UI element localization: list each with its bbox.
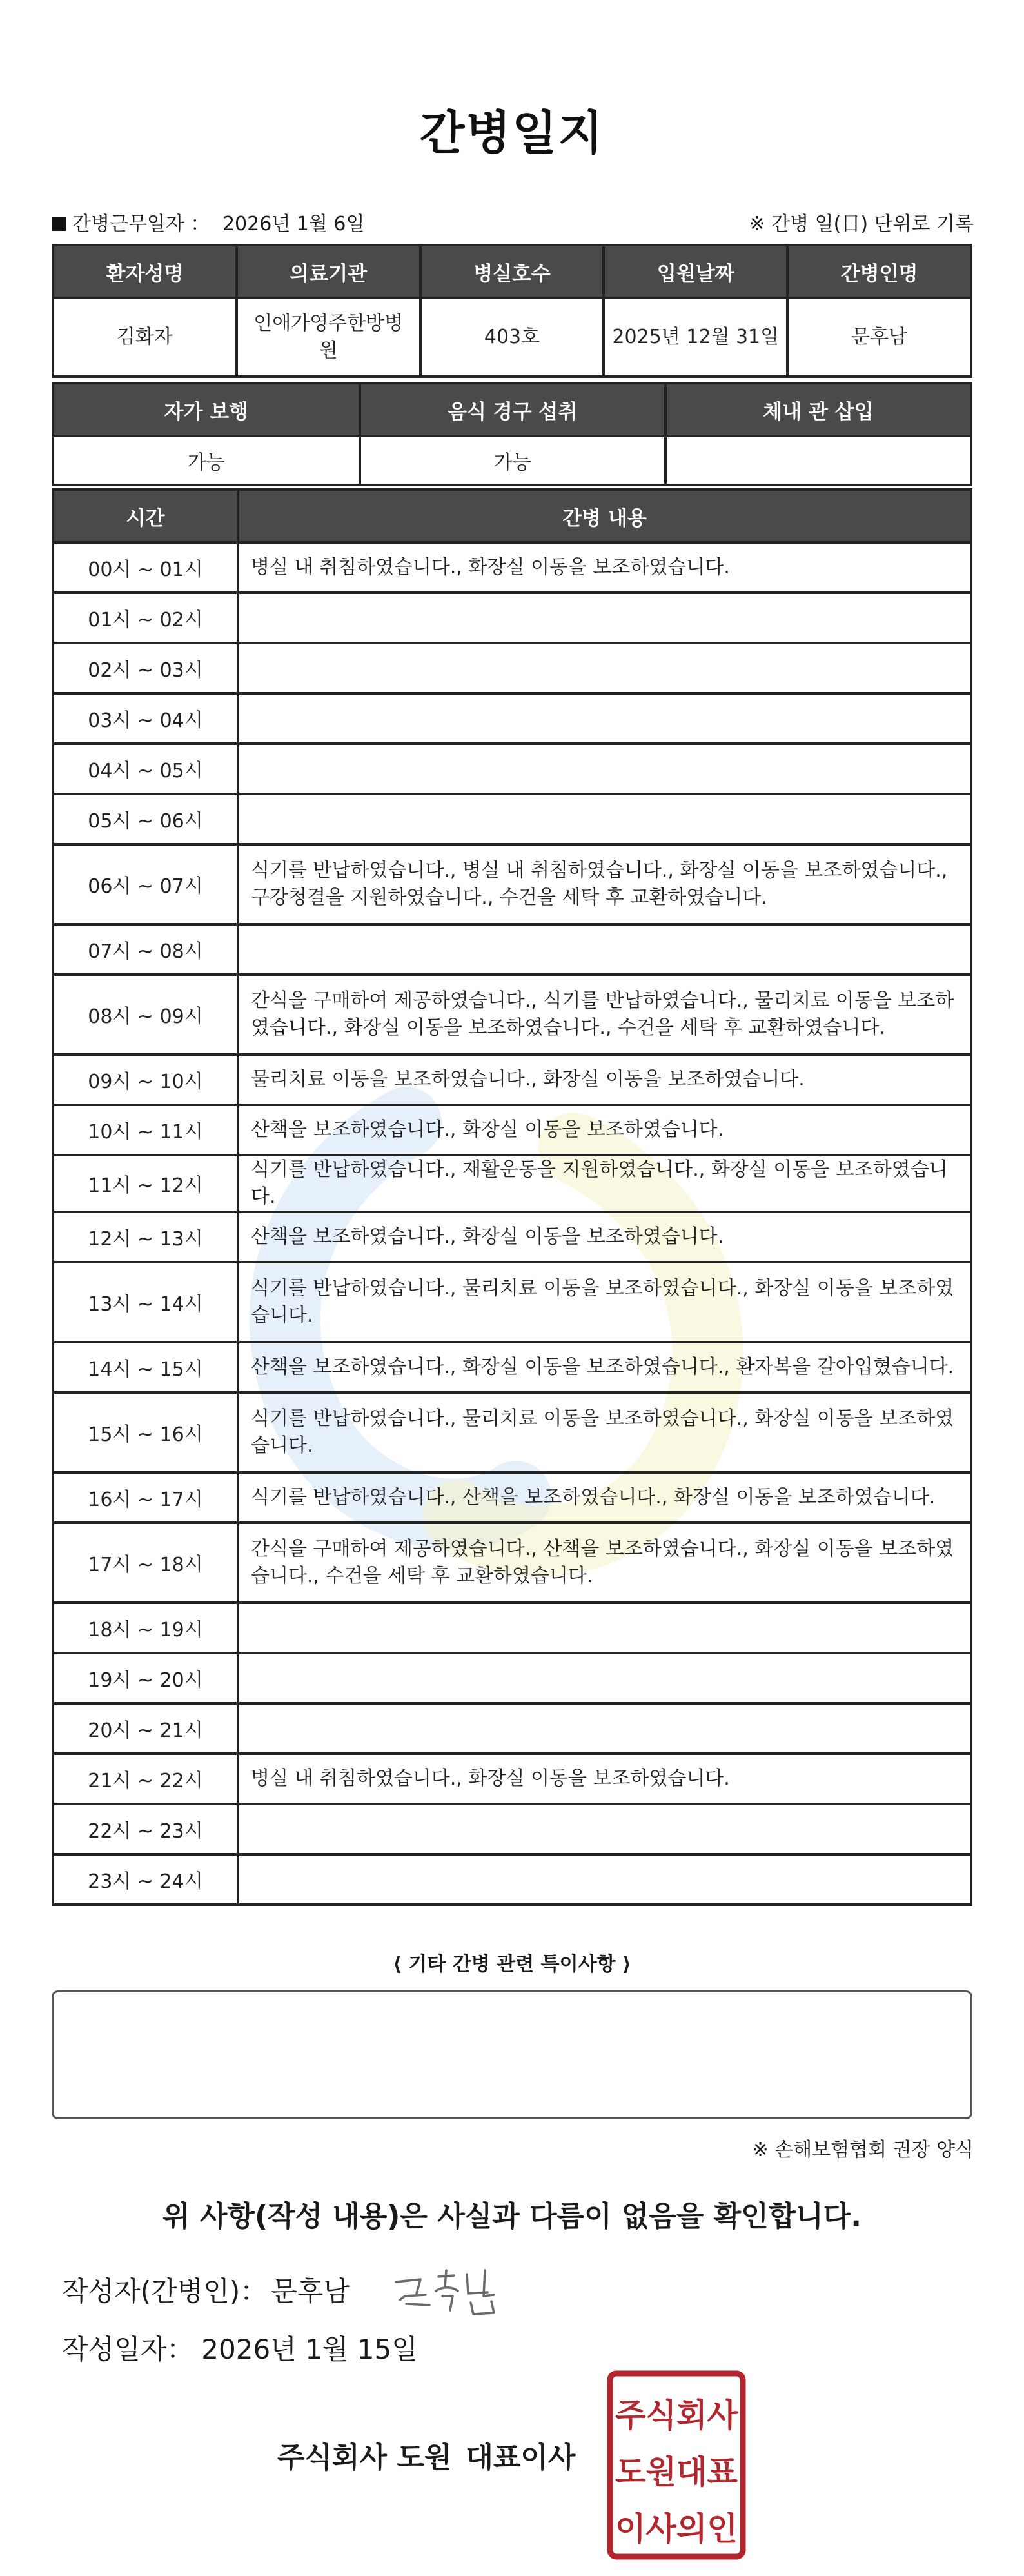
time-cell: 00시 ~ 01시 — [53, 542, 238, 593]
table-row — [53, 1212, 971, 1262]
table-row — [53, 1653, 971, 1703]
table-row — [53, 542, 971, 593]
written-date-value: 2026년 1월 15일 — [201, 2333, 418, 2365]
care-content-cell: 식기를 반납하였습니다., 병실 내 취침하였습니다., 화장실 이동을 보조하였습니다., 구강청결을 지원하였습니다., 수건을 세탁 후 교환하였습니다. — [238, 844, 971, 924]
table-row — [53, 1262, 971, 1342]
confirmation-statement: 위 사항(작성 내용)은 사실과 다름이 없음을 확인합니다. — [162, 2200, 862, 2233]
written-date-line — [62, 2328, 418, 2367]
writer-label: 작성자(간병인)： — [62, 2275, 268, 2307]
care-content-cell — [238, 1603, 971, 1653]
time-cell: 22시 ~ 23시 — [53, 1804, 238, 1854]
time-cell: 21시 ~ 22시 — [53, 1754, 238, 1804]
time-cell: 03시 ~ 04시 — [53, 693, 238, 744]
admission-date: 2025년 12월 31일 — [604, 298, 787, 377]
care-content-cell: 물리치료 이동을 보조하였습니다., 화장실 이동을 보조하였습니다. — [238, 1055, 971, 1105]
time-cell: 13시 ~ 14시 — [53, 1262, 238, 1342]
care-content-cell: 병실 내 취침하였습니다., 화장실 이동을 보조하였습니다. — [238, 1754, 971, 1804]
time-cell: 02시 ~ 03시 — [53, 643, 238, 693]
care-content-cell: 식기를 반납하였습니다., 재활운동을 지원하였습니다., 화장실 이동을 보조하였습니다. — [238, 1155, 971, 1212]
time-cell: 17시 ~ 18시 — [53, 1523, 238, 1603]
work-date-value: 2026년 1월 6일 — [222, 213, 365, 235]
header-self-walking: 자가 보행 — [53, 383, 360, 436]
table-row — [53, 794, 971, 844]
header-hospital: 의료기관 — [237, 245, 420, 298]
table-row — [53, 1523, 971, 1603]
table-row — [53, 1105, 971, 1155]
room-number: 403호 — [420, 298, 604, 377]
written-date-label: 작성일자： — [62, 2333, 194, 2365]
care-content-cell: 식기를 반납하였습니다., 물리치료 이동을 보조하였습니다., 화장실 이동을 보조하였습니다. — [238, 1392, 971, 1472]
seal-line-2: 도원대표 — [615, 2453, 738, 2491]
company-rep-title: 대표이사 — [466, 2441, 576, 2474]
care-content-cell — [238, 1804, 971, 1854]
time-cell: 07시 ~ 08시 — [53, 924, 238, 975]
table-row — [53, 693, 971, 744]
company-line — [277, 2434, 575, 2475]
table-row — [53, 593, 971, 643]
table-row — [53, 1342, 971, 1392]
time-cell: 16시 ~ 17시 — [53, 1472, 238, 1523]
table-row — [53, 1703, 971, 1754]
header-admission-date: 입원날짜 — [604, 245, 787, 298]
header-tube-insertion: 체내 관 삽입 — [665, 383, 971, 436]
remarks-box — [52, 1990, 972, 2119]
hospital-name-text: 인애가영주한방병원 — [253, 312, 404, 362]
table-row — [53, 1392, 971, 1472]
company-seal-stamp — [605, 2368, 748, 2562]
header-room: 병실호수 — [420, 245, 604, 298]
time-cell: 06시 ~ 07시 — [53, 844, 238, 924]
table-row — [53, 924, 971, 975]
care-log-table — [52, 488, 972, 1906]
care-content-cell: 산책을 보조하였습니다., 화장실 이동을 보조하였습니다. — [238, 1105, 971, 1155]
self-walking-value: 가능 — [53, 436, 360, 485]
care-content-cell — [238, 643, 971, 693]
time-cell: 18시 ~ 19시 — [53, 1603, 238, 1653]
time-cell: 20시 ~ 21시 — [53, 1703, 238, 1754]
care-content-cell — [238, 744, 971, 794]
seal-line-3: 이사의인 — [615, 2510, 738, 2548]
tube-insertion-value — [665, 436, 971, 485]
oral-intake-value: 가능 — [360, 436, 665, 485]
hospital-name — [237, 298, 420, 377]
care-content-cell: 산책을 보조하였습니다., 화장실 이동을 보조하였습니다. — [238, 1212, 971, 1262]
time-cell: 09시 ~ 10시 — [53, 1055, 238, 1105]
header-oral-intake: 음식 경구 섭취 — [360, 383, 665, 436]
header-caregiver-name: 간병인명 — [787, 245, 971, 298]
time-cell: 14시 ~ 15시 — [53, 1342, 238, 1392]
care-content-cell — [238, 924, 971, 975]
page-title: 간병일지 — [419, 106, 605, 160]
table-row — [53, 1055, 971, 1105]
time-cell: 01시 ~ 02시 — [53, 593, 238, 643]
table-row — [53, 1472, 971, 1523]
table-row — [53, 643, 971, 693]
work-date — [52, 208, 365, 236]
time-cell: 12시 ~ 13시 — [53, 1212, 238, 1262]
care-content-cell: 산책을 보조하였습니다., 화장실 이동을 보조하였습니다., 환자복을 갈아입혔습니다. — [238, 1342, 971, 1392]
table-row — [53, 1804, 971, 1854]
writer-line — [62, 2270, 350, 2309]
unit-note: ※ 간병 일(日) 단위로 기록 — [749, 213, 974, 235]
company-name: 주식회사 도원 — [277, 2441, 452, 2474]
time-cell: 23시 ~ 24시 — [53, 1854, 238, 1905]
care-content-cell: 식기를 반납하였습니다., 산책을 보조하였습니다., 화장실 이동을 보조하였습니다. — [238, 1472, 971, 1523]
patient-status-table — [52, 382, 972, 486]
handwritten-signature — [391, 2257, 513, 2322]
patient-info-table — [52, 244, 972, 378]
table-row — [53, 1155, 971, 1212]
care-content-cell — [238, 794, 971, 844]
table-row — [53, 744, 971, 794]
table-row — [53, 1603, 971, 1653]
time-cell: 05시 ~ 06시 — [53, 794, 238, 844]
time-cell: 15시 ~ 16시 — [53, 1392, 238, 1472]
care-log-body — [53, 542, 971, 1905]
time-cell: 11시 ~ 12시 — [53, 1155, 238, 1212]
care-content-cell: 병실 내 취침하였습니다., 화장실 이동을 보조하였습니다. — [238, 542, 971, 593]
care-content-cell — [238, 593, 971, 643]
header-time: 시간 — [53, 490, 238, 542]
time-cell: 19시 ~ 20시 — [53, 1653, 238, 1703]
care-content-cell — [238, 1653, 971, 1703]
square-bullet-icon — [52, 217, 66, 231]
time-cell: 08시 ~ 09시 — [53, 975, 238, 1055]
patient-name: 김화자 — [53, 298, 237, 377]
seal-line-1: 주식회사 — [615, 2397, 738, 2434]
writer-name: 문후남 — [271, 2275, 350, 2307]
care-content-cell: 식기를 반납하였습니다., 물리치료 이동을 보조하였습니다., 화장실 이동을 보조하였습니다. — [238, 1262, 971, 1342]
remarks-title: ⟨ 기타 간병 관련 특이사항 ⟩ — [393, 1953, 631, 1976]
care-content-cell — [238, 693, 971, 744]
table-row — [53, 844, 971, 924]
table-row — [53, 1854, 971, 1905]
care-content-cell: 간식을 구매하여 제공하였습니다., 산책을 보조하였습니다., 화장실 이동을 보조하였습니다., 수건을 세탁 후 교환하였습니다. — [238, 1523, 971, 1603]
recommend-note: ※ 손해보험협회 권장 양식 — [752, 2139, 974, 2161]
care-content-cell — [238, 1854, 971, 1905]
header-patient-name: 환자성명 — [53, 245, 237, 298]
care-content-cell: 간식을 구매하여 제공하였습니다., 식기를 반납하였습니다., 물리치료 이동을 보조하였습니다., 화장실 이동을 보조하였습니다., 수건을 세탁 후 교환하였습니다. — [238, 975, 971, 1055]
header-care-content: 간병 내용 — [238, 490, 971, 542]
table-row — [53, 975, 971, 1055]
time-cell: 10시 ~ 11시 — [53, 1105, 238, 1155]
table-row — [53, 1754, 971, 1804]
caregiver-name: 문후남 — [787, 298, 971, 377]
care-content-cell — [238, 1703, 971, 1754]
work-date-label: 간병근무일자 ： — [72, 213, 210, 235]
time-cell: 04시 ~ 05시 — [53, 744, 238, 794]
